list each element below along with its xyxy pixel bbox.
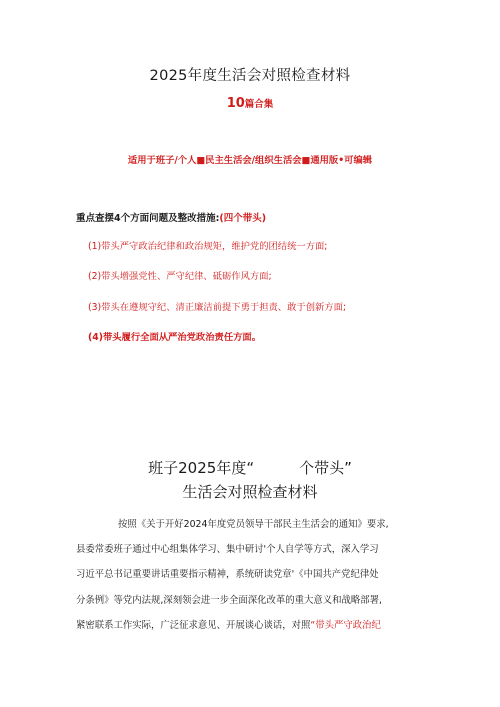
focus-heading-text: 重点查摆4个方面问题及整改措施: [76,213,220,224]
focus-item: (1)带头严守政治纪律和政治规矩，维护党的团结统一方面; [88,241,328,252]
focus-heading [76,210,266,224]
paragraph-line-text: 紧密联系工作实际，广泛征求意见、开展谈心谈话，对照 [76,620,311,631]
focus-item: (3)带头在遵规守纪、清正廉洁前提下勇于担责、敢于创新方面; [88,302,347,313]
focus-item: (4)带头履行全面从严治党政治责任方面。 [88,332,262,343]
paragraph-line: 分条例》等党内法规,深刻领会进一步全面深化改革的重大意义和战略部署, [76,595,382,606]
collection-count [0,96,500,111]
paragraph-line: 县委常委班子通过中心组集体学习、集中研讨'个人自学等方式，深入学习 [76,544,379,555]
tagline: 适用于班子/个人■民主生活会/组织生活会■通用版•可编辑 [127,155,373,166]
paragraph-line-highlight: “带头严守政治纪 [310,620,381,631]
document-title: 2025年度生活会对照检查材料 [149,68,351,84]
paragraph-line [76,617,428,631]
focus-heading-red: (四个带头) [219,213,267,224]
article-title-line2: 生活会对照检查材料 [182,483,318,501]
article-title-line1: 班子2025年度“ 个带头” [148,459,352,477]
collection-count-label: 篇合集 [244,99,274,110]
collection-count-number: 10 [226,96,245,111]
paragraph-line: 按照《关于开好2024年度党员领导干部民主生活会的通知》要求, [118,519,389,530]
paragraph-line: 习近平总书记重要讲话重要指示精神，系统研读党章'《中国共产党纪律处 [76,569,379,580]
focus-item: (2)带头增强党性、严守纪律、砥砺作风方面; [88,271,272,282]
